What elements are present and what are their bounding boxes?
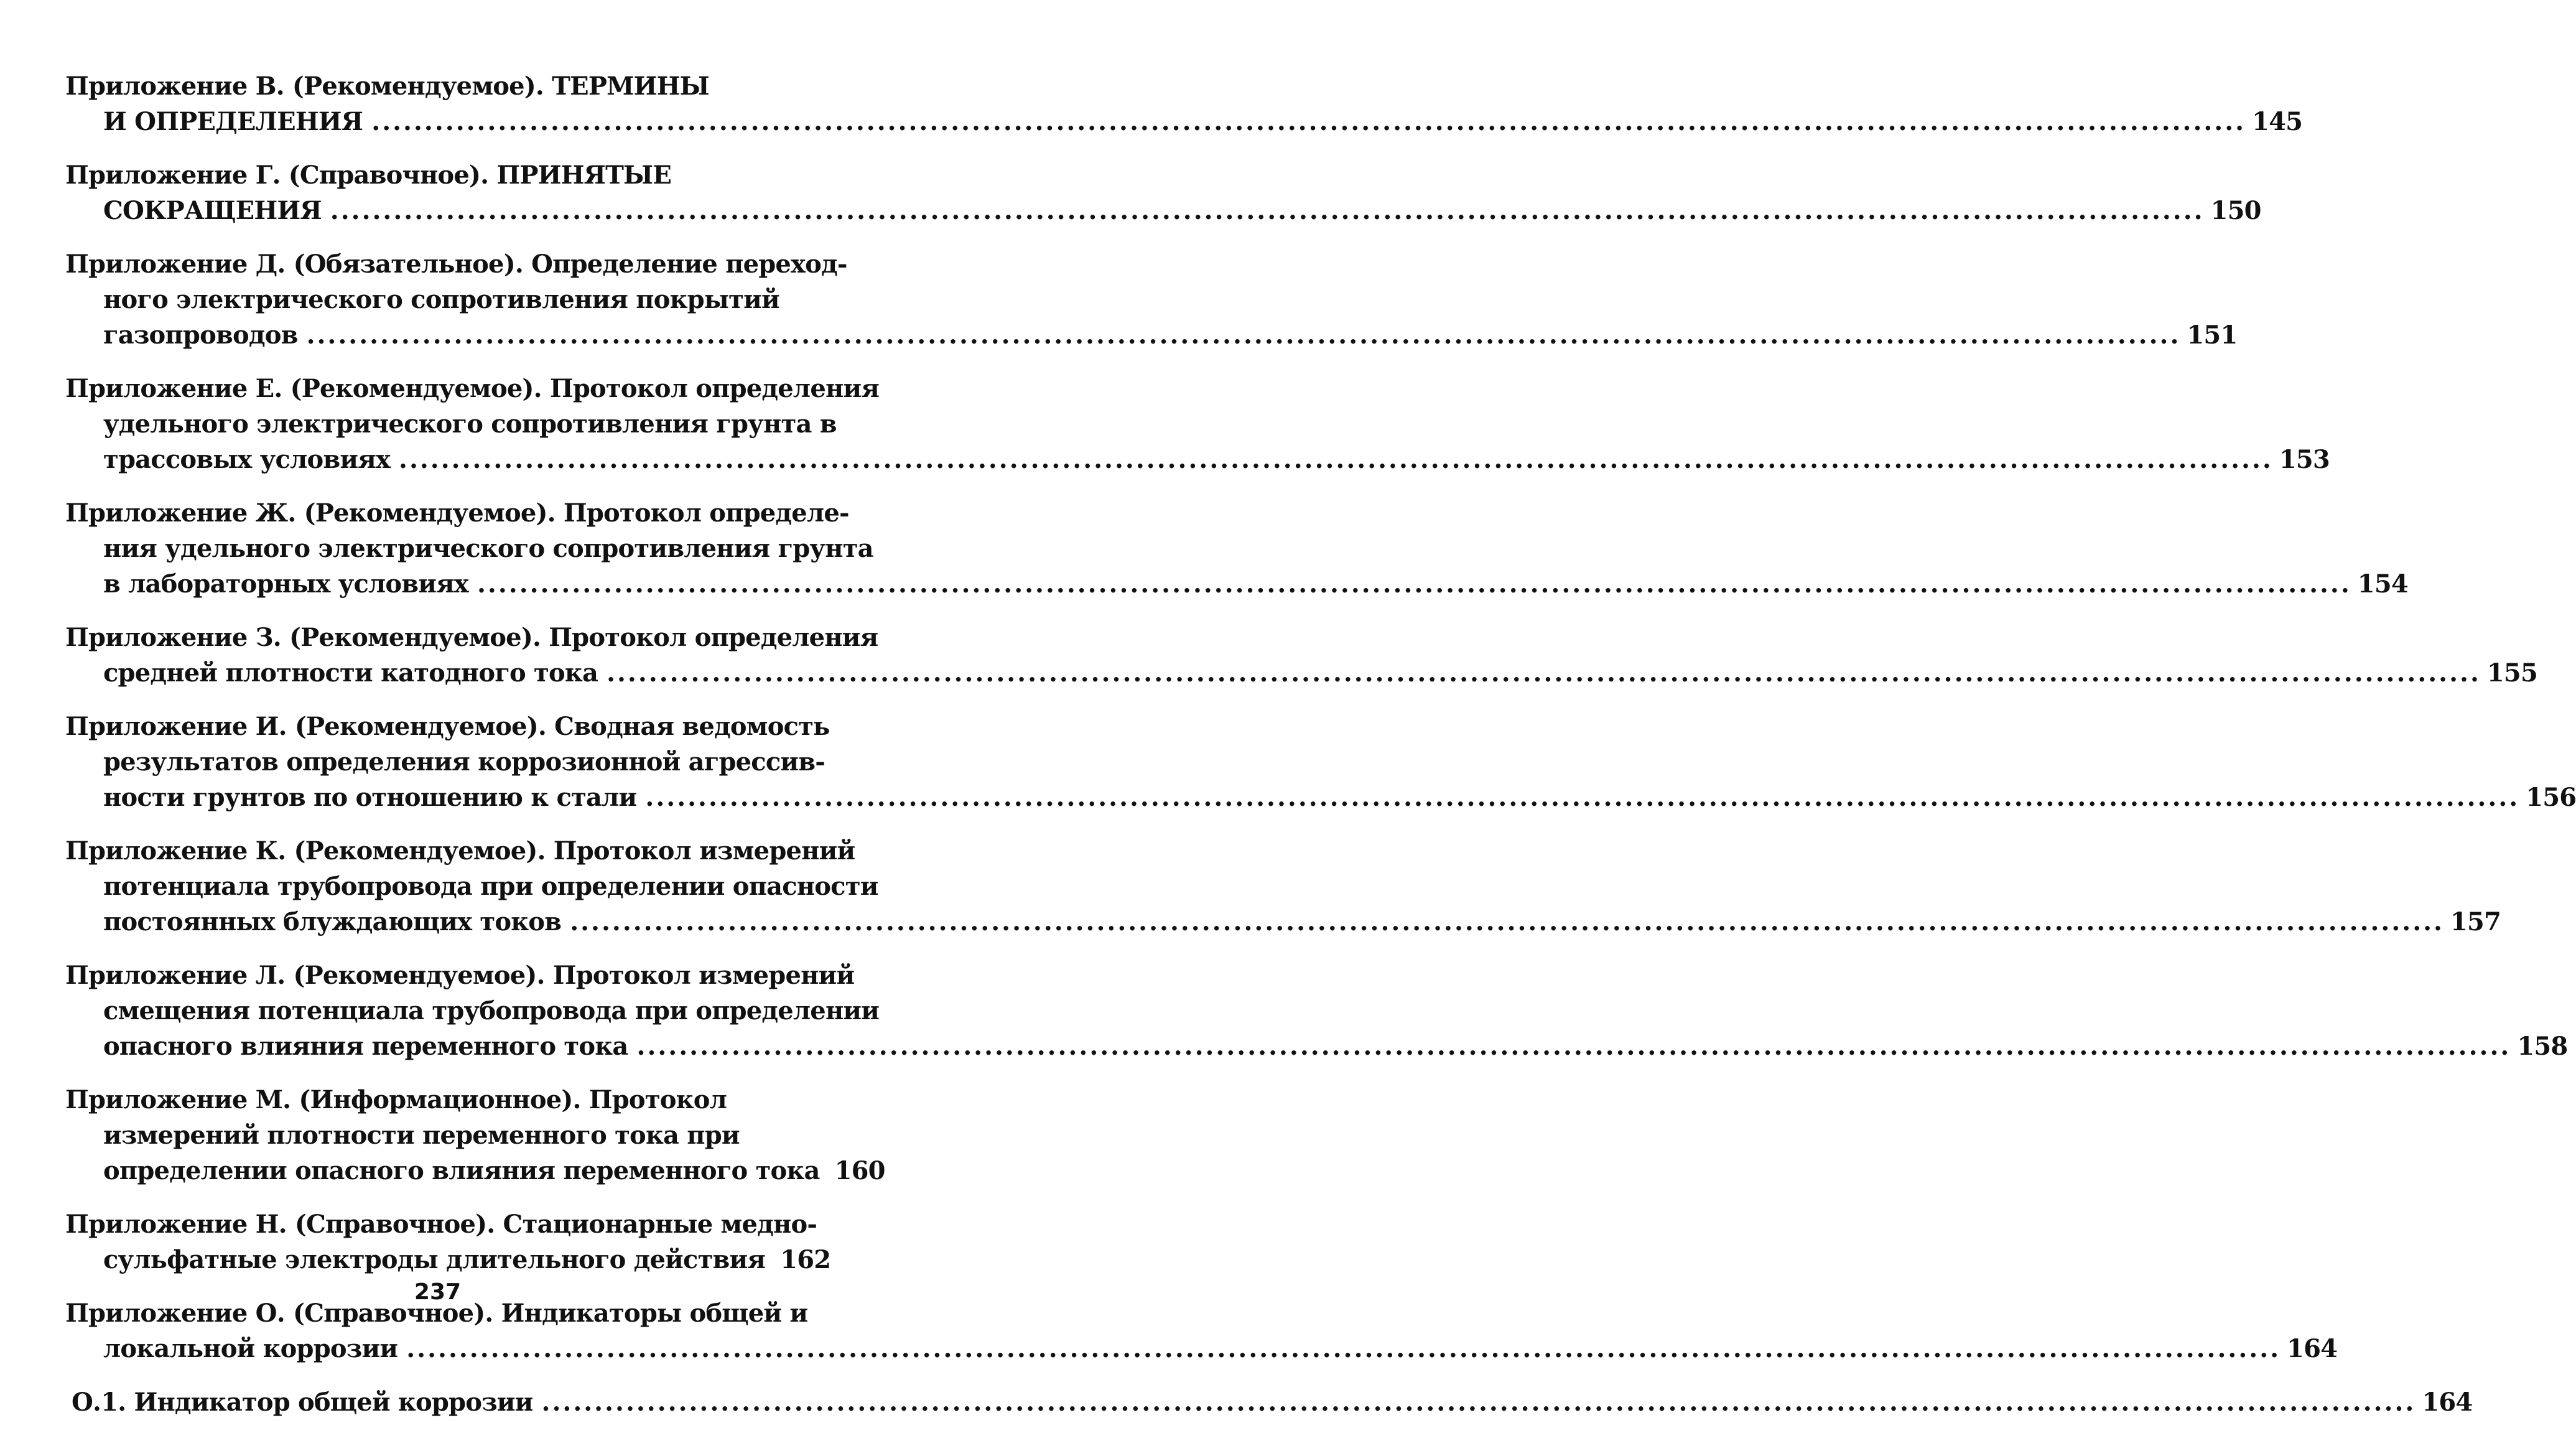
dot-leader (330, 193, 2205, 228)
toc-page-number: 162 (780, 1245, 831, 1274)
toc-entry-heading: Приложение В. (Рекомендуемое). ТЕРМИНЫ (65, 72, 709, 101)
toc-entry-last-line (65, 655, 2537, 691)
toc-entry-last-line (65, 1331, 2338, 1366)
toc-entry-text: газопроводов (103, 320, 298, 350)
toc-entry-last-line (65, 780, 2576, 815)
toc-page-number: 156 (2526, 783, 2576, 812)
dot-leader (399, 442, 2273, 477)
toc-entry-appendix-z[interactable] (65, 620, 2537, 691)
toc-entry-appendix-l[interactable] (65, 958, 2568, 1064)
dot-leader (570, 904, 2444, 940)
toc-page-number: 154 (2357, 569, 2408, 599)
toc-entry-continuation: ния удельного электрического сопротивления грунта (103, 534, 873, 563)
toc-page-number: 150 (2210, 196, 2261, 225)
toc-entry-heading: Приложение И. (Рекомендуемое). Сводная ведомость (65, 712, 830, 741)
toc-entry-heading: Приложение О. (Справочное). Индикаторы общей и (65, 1299, 808, 1328)
toc-entry-appendix-d[interactable] (65, 246, 2238, 353)
toc-entry-text: О.1. Индикатор общей коррозии (72, 1388, 533, 1417)
toc-entry-continuation: результатов определения коррозионной агрессив- (103, 747, 825, 777)
toc-page-number: 158 (2517, 1032, 2568, 1061)
toc-entry-continuation: ного электрического сопротивления покрытий (103, 285, 779, 314)
toc-entry-appendix-g[interactable] (65, 157, 2261, 228)
toc-entry-last-line (65, 566, 2408, 602)
toc-entry-appendix-v[interactable] (65, 68, 2303, 139)
toc-page-number: 155 (2486, 658, 2537, 688)
toc-entry-last-line (72, 1384, 2473, 1420)
toc-entry-last-line (65, 1242, 831, 1277)
toc-page-number: 151 (2187, 320, 2238, 350)
toc-entry-continuation: потенциала трубопровода при определении опасности (103, 872, 878, 901)
toc-page-number: 145 (2252, 107, 2303, 136)
toc-entry-heading: Приложение Н. (Справочное). Стационарные медно- (65, 1210, 817, 1239)
toc-page-number: 157 (2450, 907, 2501, 936)
toc-entry-appendix-o[interactable] (65, 1296, 2338, 1366)
toc-entry-text: локальной коррозии (103, 1334, 398, 1363)
toc-page-number: 164 (2287, 1334, 2338, 1363)
dot-leader (607, 655, 2481, 691)
dot-leader (542, 1384, 2416, 1420)
toc-entry-continuation: смещения потенциала трубопровода при определении (103, 996, 880, 1025)
toc-page-number: 153 (2279, 445, 2330, 474)
toc-page-number: 160 (834, 1156, 885, 1185)
toc-entry-heading: Приложение Ж. (Рекомендуемое). Протокол определе- (65, 498, 849, 528)
page-number: 237 (414, 1279, 462, 1305)
dot-leader (477, 566, 2351, 602)
dot-leader (645, 780, 2519, 815)
toc-entry-last-line (65, 1029, 2568, 1064)
toc-subentry-o1[interactable] (65, 1384, 2473, 1420)
toc-entry-last-line (65, 1153, 885, 1188)
toc-entry-heading: Приложение З. (Рекомендуемое). Протокол определения (65, 623, 878, 652)
toc-entry-appendix-m[interactable] (65, 1082, 885, 1188)
toc-entry-last-line (65, 193, 2261, 228)
toc-entry-heading: Приложение Е. (Рекомендуемое). Протокол определения (65, 374, 880, 403)
toc-entry-continuation: измерений плотности переменного тока при (103, 1121, 740, 1150)
toc-entry-last-line (65, 904, 2501, 940)
toc-page-number: 164 (2422, 1388, 2473, 1417)
toc-entry-text: сульфатные электроды длительного действия (103, 1245, 766, 1274)
toc-entry-text: в лабораторных условиях (103, 569, 468, 599)
toc-entry-last-line (65, 317, 2238, 353)
toc-entry-text: И ОПРЕДЕЛЕНИЯ (103, 107, 363, 136)
toc-entry-text: опасного влияния переменного тока (103, 1032, 628, 1061)
toc-entry-heading: Приложение К. (Рекомендуемое). Протокол измерений (65, 836, 855, 866)
toc-entry-last-line (65, 104, 2303, 139)
dot-leader (371, 104, 2246, 139)
toc-entry-text: средней плотности катодного тока (103, 658, 598, 688)
toc-entry-appendix-k[interactable] (65, 833, 2501, 940)
toc-entry-text: СОКРАЩЕНИЯ (103, 196, 322, 225)
toc-entry-appendix-i[interactable] (65, 709, 2576, 815)
dot-leader (406, 1331, 2281, 1366)
toc-entry-text: определении опасного влияния переменного тока (103, 1156, 820, 1185)
toc-entry-text: ности грунтов по отношению к стали (103, 783, 637, 812)
dot-leader (637, 1029, 2511, 1064)
toc-entry-appendix-n[interactable] (65, 1207, 831, 1277)
toc-entry-continuation: удельного электрического сопротивления грунта в (103, 409, 837, 439)
table-of-contents (65, 68, 2576, 1438)
toc-entry-text: постоянных блуждающих токов (103, 907, 562, 936)
toc-entry-heading: Приложение М. (Информационное). Протокол (65, 1085, 727, 1114)
toc-entry-heading: Приложение Г. (Справочное). ПРИНЯТЫЕ (65, 161, 672, 190)
dot-leader (307, 317, 2181, 353)
toc-entry-appendix-zh[interactable] (65, 495, 2408, 602)
toc-entry-appendix-e[interactable] (65, 371, 2330, 477)
toc-entry-heading: Приложение Л. (Рекомендуемое). Протокол измерений (65, 961, 855, 990)
toc-entry-heading: Приложение Д. (Обязательное). Определение переход- (65, 250, 847, 279)
toc-entry-last-line (65, 442, 2330, 477)
toc-entry-text: трассовых условиях (103, 445, 391, 474)
